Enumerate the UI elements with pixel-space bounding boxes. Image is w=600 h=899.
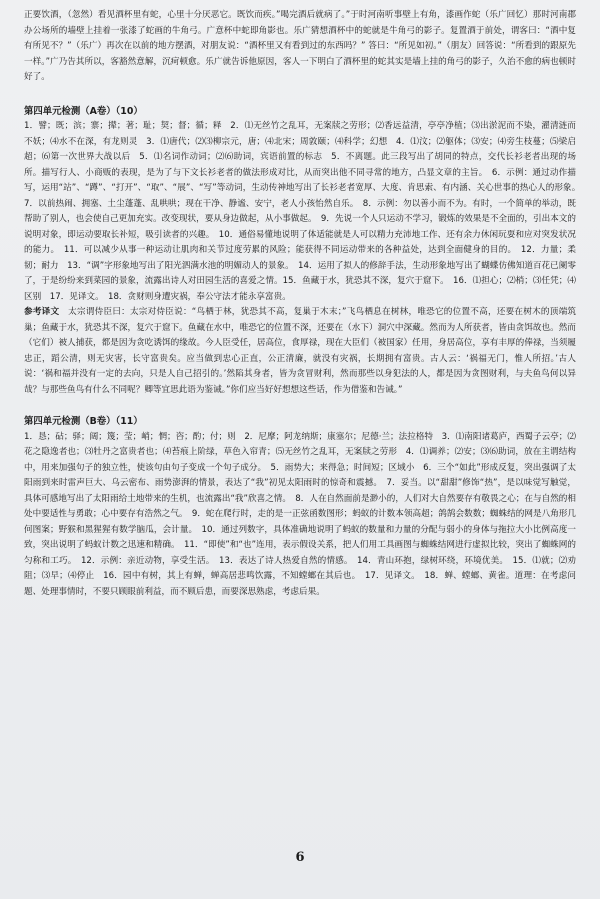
reference-translation-text: 太宗谓侍臣曰：太宗对侍臣说：“鸟栖于林，犹恐其不高，复巢于木末；”飞鸟栖息在树林，唯恐它的位置不高，还要在树木的顶端筑巢；鱼藏于水，犹恐其不深，复穴于窟下。鱼藏在水中，唯恐它的位置不深，还要在（水下）洞穴中深藏。然而为人所获者，皆由贪饵故也。然而（它们）被人捕获，都是因为贪吃诱饵的缘故。今人臣受任，居高位，食厚禄，现在大臣们（被国家）任用，身居高位，享有丰厚的俸禄，当须履忠正，蹈公清，则无灾害，长守富贵矣。应当做到忠心正直，公正清廉，就没有灾祸，长期拥有富贵。古人云：‘祸福无门，惟人所招。’古人说：‘祸和福并没有一定的去向，只是人自己招引的。’然陷其身者，皆为贪冒财利，然而那些以身犯法的人，都是因为贪图财利，与夫鱼鸟何以异哉？与那些鱼鸟有什么不同呢？卿等宜思此语为鉴诫。”你们应当好好想想这些话，作为借鉴和告诫。” bbox=[24, 307, 576, 395]
reference-translation bbox=[24, 305, 576, 398]
unit-b-title: 第四单元检测（B卷）（11） bbox=[24, 416, 143, 427]
unit-a-answers: 1．譬；既；滨；寨；撵；著；耻；契；督；循；释 2．⑴无丝竹之乱耳，无案牍之劳形；⑵香远益清，亭亭净植；⑶出淤泥而不染，濯清涟而不妖；⑷水不在深，有龙则灵 3．⑴唐代；⑵⑶柳宗元，唐；⑷北宋；周敦颐；⑷科学；幻想 4．⑴汶；⑵躯体；⑶安；⑷旁生枝蔓；⑸梁启超；⑹第一次世界大战以后 5．⑴名词作动词；⑵⑹助词，宾语前置的标志 5．不离题。此三段写出了胡同的特点，交代长衫老者出现的场所。描写行人、小商贩的表现，是为了与下文长衫老者的做法形成对比，从而突出他不同寻常的地方，凸显文章的主旨。 6．示例：通过动作描写，运用“站”、“蹲”、“打开”、“取”、“展”、“写”等动词，生动传神地写出了长衫老者宽厚、大度、肯思索、有内涵、关心世事的热心人的形象。 7．以前热闹、拥塞、土尘蓬蓬、乱哄哄；现在干净、静谧、安宁，老人小孩怡然自乐。 8．示例：勿以善小而不为。有时，一个简单的举动，既帮助了别人，也会使自己更加充实。改变现状，要从身边做起，从小事做起。 9．先说一个人只运动不学习，锻炼的效果是不全面的，引出本文的说明对象，即运动要取长补短，吸引读者的兴趣。 10．通俗易懂地说明了体适能就是人可以精力充沛地工作、还有余力休闲玩耍和应对突发状况的能力。 11．可以减少从事一种运动让肌肉和关节过度劳累的风险；能获得不同运动带来的各种益处，达到全面健身的目的。 12．力量；柔韧；耐力 13．“调”字形象地写出了阳光泗满水池的明媚动人的景象。 14．运用了拟人的修辞手法，生动形象地写出了蝴蝶仿佛知道百花已阑零了，于是纷纷来到菜园的景象，流露出诗人对田园生活的喜爱之情。15．鱼藏于水，犹恐其不深，复穴于窟下。 16．⑴担心；⑵梢；⑶任凭；⑷区别 17．见译文。 18．贪财则身遭灾祸，奉公守法才能永享富贵。 bbox=[24, 121, 585, 302]
intro-paragraph: 正要饮酒，（忽然）看见酒杯里有蛇，心里十分厌恶它。既饮而疾。”喝完酒后就病了。”于时河南听事壁上有角，漆画作蛇（乐广回忆）那时河南郡办公场所的墙壁上挂着一张漆了蛇画的牛角弓。广意杯中蛇即角影也。乐广猜想酒杯中的蛇就是牛角弓的影子。复置酒于前处，谓客曰：“酒中复有所见不？”（乐广）再次在以前的地方摆酒，对朋友说：“酒杯里又有看到过的东西吗？” 答曰：“所见如初。”（朋友）回答说：“所看到的跟原先一样。”广乃告其所以，客豁然意解，沉疴顿愈。乐广就告诉他原因，客人一下明白了酒杯里的蛇其实是墙上挂的角弓的影子，久治不愈的病也顿时好了。 bbox=[24, 10, 576, 82]
page-number: 6 bbox=[295, 850, 305, 865]
unit-a-title: 第四单元检测（A卷）（10） bbox=[24, 105, 143, 117]
reference-translation-label: 参考译文 bbox=[24, 307, 60, 317]
unit-b-answers: 1．恳；砧；驿；阔；篾；莹；峭；惘；咨；酌；付；则 2．尼摩；阿龙纳斯；康塞尔；尼德·兰；法拉格特 3．⑴南阳诸葛庐，西蜀子云亭；⑵花之隐逸者也；⑶牡丹之富贵者也；⑷苔痕上阶绿，草色入帘青；⑸无丝竹之乱耳，无案牍之劳形 4．⑴调养；⑵安；⑶⑹助词，放在主谓结构中，用来加强句子的独立性，使该句由句子变成一个句子成分。 5．雨势大；来得急；时间短；区域小 6．三个“如此”形成反复，突出强调了太阳雨到来时雷声巨大、乌云密布、雨势澎湃的情景，表达了“我”初见太阳雨时的惊奇和震撼。 7．妥当。以“甜甜”修饰“热”，是以味觉写触觉，具体可感地写出了太阳雨给土地带来的生机，也流露出“我”欣喜之情。 8．人在自然面前是渺小的，人们对大自然要存有敬畏之心；在与自然的相处中要适性与勇敢；心中要存有浩然之气。 9．蛇在爬行时，走的是一正弦函数图形；蚂蚁的计数本领高超；鸽鹄会数数；蜘蛛结的网是八角形几何图案；野猴和黑猩猩有数学脑瓜，会计量。 10．通过列数字，具体准确地说明了蚂蚁的数量和力量的分配与弱小的身体与拖拉大小比例高度一致，突出说明了蚂蚁计数之迅速和精确。 11．“即使”和“也”连用，表示假设关系，把人们用工具画图与蜘蛛结网进行虚拟比较，突出了蜘蛛网的匀称和工巧。 12．示例：亲近动物，享受生活。 13．表达了诗人热爱自然的情感。 14．青山环抱，绿树环绕，环境优美。 15．⑴就；⑵劝阻；⑶早；⑷停止 16．园中有树，其上有蝉，蝉高居悲鸣饮露，不知螳螂在其后也。 17．见译文。 18．蝉、螳螂、黄雀。道理：在考虑问题、处理事情时，不要只顾眼前利益，而不顾后患，而要深思熟虑，考虑后果。 bbox=[24, 431, 576, 597]
